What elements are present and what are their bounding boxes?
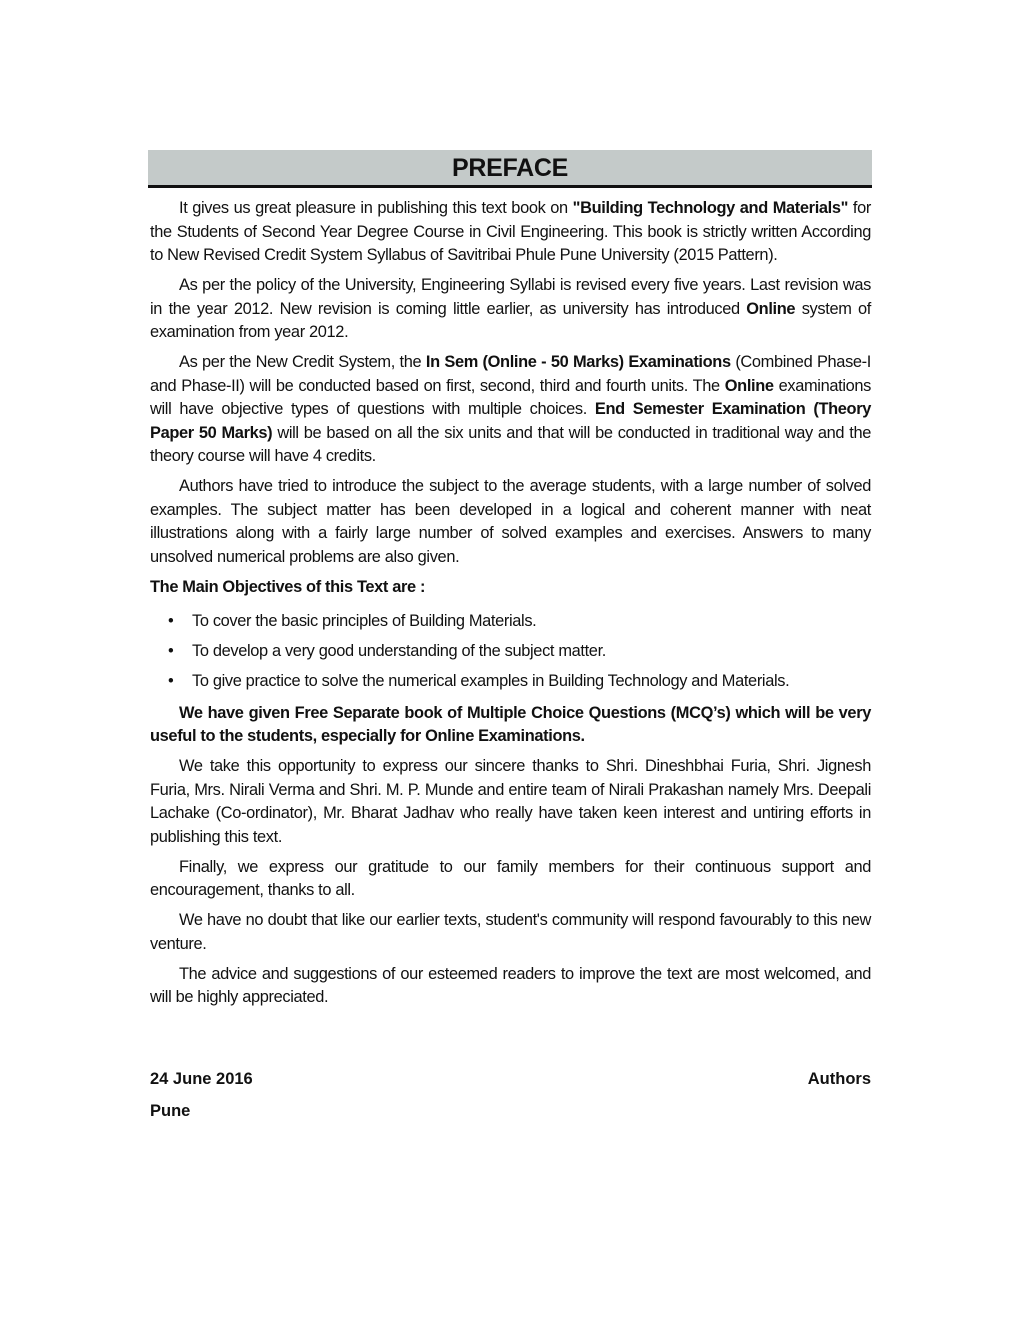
text: (Combined Phase-I and Phase-II) will be conducted based on first, second, third and fourth units. The [150, 353, 871, 395]
paragraph-authors: Authors have tried to introduce the subject to the average students, with a large number of solved examples. The subject matter has been developed in a logical and coherent manner with neat illustrations along with a fairly large number of solved examples and exercises. Answers to many unsolved numerical problems are also given. [150, 477, 871, 566]
bold-text: End Semester Examination (Theory Paper 50 Marks) [150, 400, 871, 442]
date: 24 June 2016 [150, 1070, 253, 1088]
text: As per the New Credit System, the [179, 353, 426, 371]
preface-header-band [148, 150, 872, 188]
bullet-icon: • [168, 611, 174, 630]
text: system of examination from year 2012. [150, 299, 871, 341]
paragraph-mcq [150, 702, 871, 749]
paragraph-advice: The advice and suggestions of our esteemed readers to improve the text are most welcomed, and will be highly appreciated. [150, 964, 871, 1006]
text: for the Students of Second Year Degree Course in Civil Engineering. This book is strictly written According to New Revised Credit System Syllabus of Savitribai Phule Pune University (2015 Pattern). [150, 199, 871, 264]
paragraph-thanks: We take this opportunity to express our sincere thanks to Shri. Dineshbhai Furia, Shri. Jignesh Furia, Mrs. Nirali Verma and Shri. M. P. Munde and entire team of Nirali Prakashan namely Mrs. Deepali Lachake (Co-ordinator), Mr. Bharat Jadhav who really have taken keen interest and untiring efforts in publishing this text. [150, 757, 871, 846]
bold-text: In Sem (Online - 50 Marks) Examinations [425, 353, 731, 371]
paragraph-venture: We have no doubt that like our earlier texts, student's community will respond favourably to this new venture. [150, 911, 871, 953]
text: will be based on all the six units and that will be conducted in traditional way and the theory course will have 4 credits. [150, 423, 872, 465]
paragraph-intro [150, 197, 871, 268]
text: It gives us great pleasure in publishing this text book on [179, 199, 573, 217]
authors-label: Authors [807, 1070, 871, 1088]
bold-text: Online [746, 299, 796, 318]
objectives-list [150, 606, 871, 696]
objectives-heading [150, 576, 871, 600]
heading-text: The Main Objectives of this Text are : [150, 577, 426, 596]
list-item-text: To develop a very good understanding of the subject matter. [192, 641, 606, 660]
paragraph-gratitude: Finally, we express our gratitude to our family members for their continuous support and encouragement, thanks to all. [150, 857, 871, 899]
paragraph-policy [150, 274, 871, 345]
bold-text: We have given Free Separate book of Multiple Choice Questions (MCQ’s) which will be very useful to the students, especially for Online Examinations. [150, 703, 871, 745]
text: As per the policy of the University, Engineering Syllabi is revised every five years. Last revision was in the year 2012. New revision is coming little earlier, as university has introduced [150, 276, 871, 318]
list-item-text: To give practice to solve the numerical examples in Building Technology and Materials. [192, 671, 790, 690]
bold-text: Online [724, 376, 774, 395]
list-item [150, 606, 871, 636]
list-item [150, 636, 871, 666]
text: examinations will have objective types of questions with multiple choices. [150, 376, 871, 418]
signature-line [150, 1070, 871, 1089]
page-title: PREFACE [452, 154, 568, 182]
bullet-icon: • [168, 671, 174, 690]
list-item-text: To cover the basic principles of Building Materials. [192, 611, 537, 630]
paragraph-credit-system [150, 351, 871, 469]
place: Pune [150, 1102, 191, 1120]
list-item [150, 666, 871, 696]
bullet-icon: • [168, 641, 174, 660]
preface-body [150, 197, 871, 1016]
book-title: "Building Technology and Materials" [572, 199, 849, 217]
